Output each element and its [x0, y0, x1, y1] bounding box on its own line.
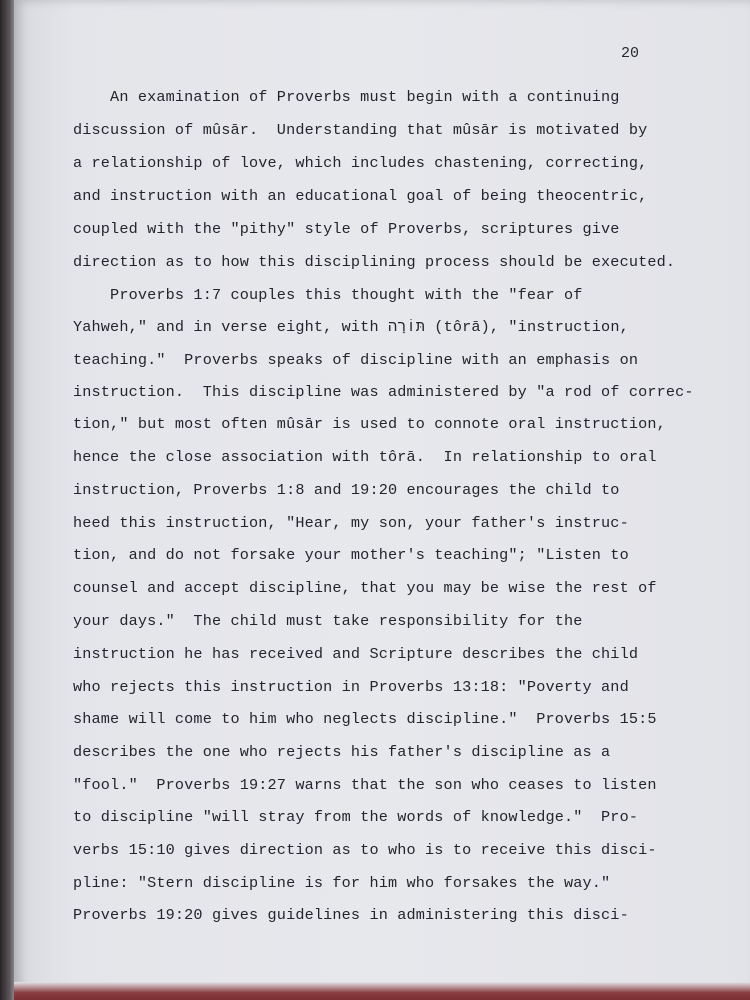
text-line: direction as to how this disciplining process should be executed. — [73, 253, 676, 271]
text-line: instruction. This discipline was administered by "a rod of correc- — [73, 383, 694, 401]
text-line: instruction he has received and Scripture describes the child — [73, 645, 639, 663]
page-bottom-edge — [14, 982, 750, 1000]
text-line: a relationship of love, which includes chastening, correcting, — [73, 154, 648, 172]
page-number: 20 — [621, 45, 640, 62]
text-line: verbs 15:10 gives direction as to who is to receive this disci- — [73, 841, 657, 859]
text-line: Proverbs 1:7 couples this thought with the "fear of — [73, 286, 583, 304]
text-line: describes the one who rejects his father's discipline as a — [73, 743, 611, 761]
text-line: your days." The child must take responsibility for the — [73, 612, 583, 630]
text-line: tion," but most often mûsār is used to connote oral instruction, — [73, 415, 666, 433]
text-line: counsel and accept discipline, that you may be wise the rest of — [73, 579, 657, 597]
text-line: Yahweh," and in verse eight, with תּוֹרָה (tôrā), "instruction, — [73, 318, 629, 336]
text-line: shame will come to him who neglects discipline." Proverbs 15:5 — [73, 710, 657, 728]
text-line: instruction, Proverbs 1:8 and 19:20 encourages the child to — [73, 481, 620, 499]
text-line: teaching." Proverbs speaks of discipline with an emphasis on — [73, 351, 639, 369]
text-line: Proverbs 19:20 gives guidelines in administering this disci- — [73, 906, 629, 924]
text-line: heed this instruction, "Hear, my son, your father's instruc- — [73, 514, 629, 532]
text-line: "fool." Proverbs 19:27 warns that the son who ceases to listen — [73, 776, 657, 794]
text-line: pline: "Stern discipline is for him who forsakes the way." — [73, 874, 611, 892]
text-line: to discipline "will stray from the words of knowledge." Pro- — [73, 808, 639, 826]
text-line: coupled with the "pithy" style of Proverbs, scriptures give — [73, 220, 620, 238]
text-line: tion, and do not forsake your mother's teaching"; "Listen to — [73, 546, 629, 564]
text-line: who rejects this instruction in Proverbs 13:18: "Poverty and — [73, 678, 629, 696]
text-line: An examination of Proverbs must begin with a continuing — [73, 88, 620, 106]
text-line: and instruction with an educational goal of being theocentric, — [73, 187, 648, 205]
text-line: hence the close association with tôrā. In relationship to oral — [73, 448, 657, 466]
text-line: discussion of mûsār. Understanding that mûsār is motivated by — [73, 121, 648, 139]
